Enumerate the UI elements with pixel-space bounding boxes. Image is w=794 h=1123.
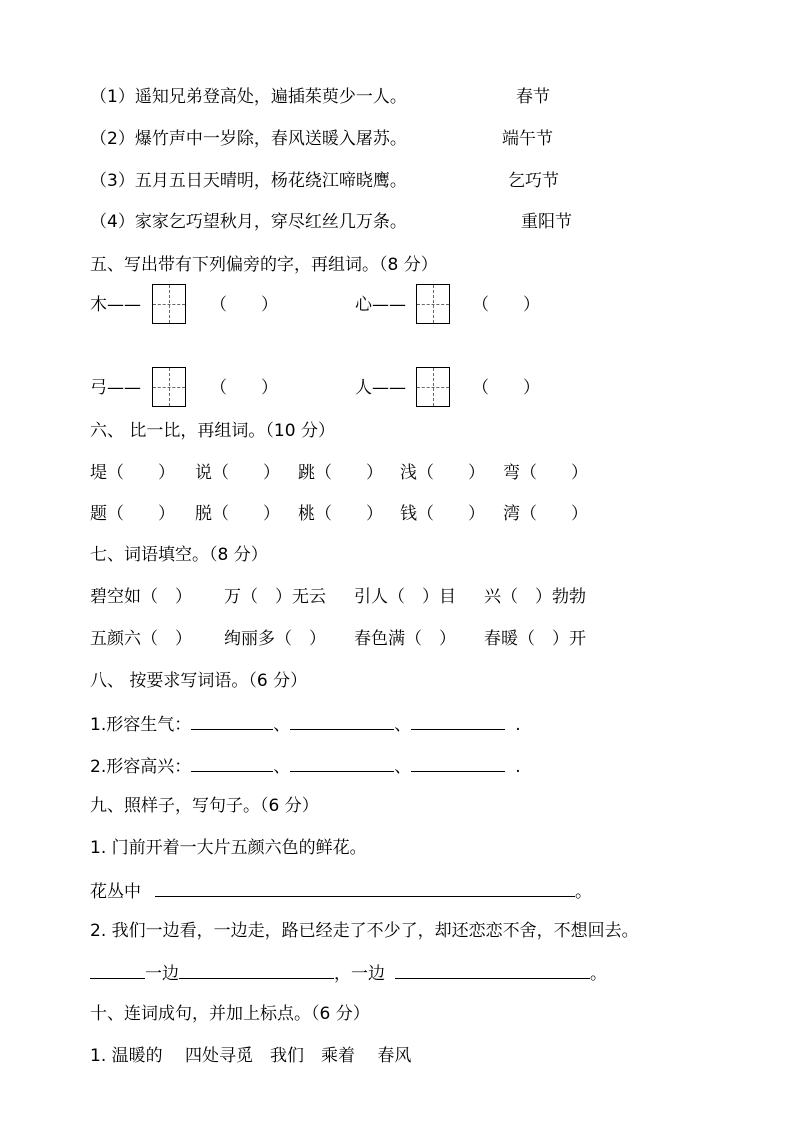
idiom-blank[interactable]: 春暖（ ）开: [484, 629, 586, 649]
writing-grid-box[interactable]: [416, 367, 450, 407]
idiom-blank[interactable]: 五颜六（ ）: [90, 629, 192, 649]
write-sentence-1: 花丛中 。: [90, 882, 592, 902]
word-row: 1.形容生气： 、 、 .: [90, 715, 521, 735]
answer-paren[interactable]: （ ）: [417, 463, 485, 483]
answer-paren[interactable]: （ ）: [210, 295, 278, 315]
festival-option: 重阳节: [521, 212, 572, 232]
answer-line[interactable]: [90, 962, 145, 979]
answer-paren[interactable]: （ ）: [472, 378, 540, 398]
answer-line[interactable]: [191, 755, 273, 772]
writing-grid-box[interactable]: [416, 284, 450, 324]
answer-paren[interactable]: （ ）: [472, 295, 540, 315]
poem-row-1: [90, 86, 407, 108]
compare-char: 弯（ ）: [503, 463, 588, 483]
poem-line: 五月五日天晴明，杨花绕江啼晓鹰。: [134, 171, 407, 191]
writing-grid-box[interactable]: [152, 367, 186, 407]
section-7-title: 七、词语填空。（8 分）: [90, 545, 268, 565]
radical-label: 木——: [90, 295, 141, 315]
word-prompt: 1.形容生气：: [90, 715, 192, 735]
write-sentence-2: 一边 ，一边 。: [90, 962, 607, 985]
poem-number: （3）: [90, 171, 135, 191]
poem-number: （2）: [90, 129, 135, 149]
answer-paren[interactable]: （ ）: [107, 504, 175, 524]
festival-option: 乞巧节: [508, 171, 559, 191]
example-sentence-1: 1. 门前开着一大片五颜六色的鲜花。: [90, 838, 367, 858]
compare-char: 脱（ ）: [195, 504, 280, 524]
compare-char: 说（ ）: [195, 463, 280, 483]
compare-char: 题（ ）: [90, 504, 175, 524]
word-prompt: 2.形容高兴：: [90, 757, 192, 777]
word-row: 2.形容高兴： 、 、 .: [90, 757, 521, 777]
poem-number: （4）: [90, 212, 135, 232]
compare-char: 跳（ ）: [298, 463, 383, 483]
answer-line[interactable]: [191, 713, 273, 730]
writing-grid-box[interactable]: [152, 284, 186, 324]
answer-paren[interactable]: （ ）: [520, 504, 588, 524]
radical-label: 人——: [355, 378, 406, 398]
sentence-start: 花丛中: [90, 882, 141, 902]
section-5-title: 五、写出带有下列偏旁的字，再组词。（8 分）: [90, 255, 438, 275]
answer-line[interactable]: [179, 962, 334, 979]
poem-row-2: [90, 128, 407, 150]
poem-number: （1）: [90, 87, 135, 107]
answer-paren[interactable]: （ ）: [315, 504, 383, 524]
answer-paren[interactable]: （ ）: [210, 378, 278, 398]
poem-line: 家家乞巧望秋月，穿尽红丝几万条。: [134, 212, 407, 232]
answer-paren[interactable]: （ ）: [315, 463, 383, 483]
radical-label: 弓——: [90, 378, 141, 398]
compare-char: 湾（ ）: [503, 504, 588, 524]
idiom-blank[interactable]: 春色满（ ）: [354, 629, 456, 649]
poem-line: 爆竹声中一岁除，春风送暖入屠苏。: [134, 129, 407, 149]
idiom-blank[interactable]: 万（ ）无云: [224, 587, 326, 607]
idiom-blank[interactable]: 引人（ ）目: [354, 587, 456, 607]
answer-paren[interactable]: （ ）: [417, 504, 485, 524]
compare-char: 钱（ ）: [400, 504, 485, 524]
section-6-title: 六、 比一比，再组词。（10 分）: [90, 421, 335, 441]
section-10-title: 十、连词成句，并加上标点。（6 分）: [90, 1004, 370, 1024]
answer-paren[interactable]: （ ）: [520, 463, 588, 483]
festival-option: 端午节: [502, 129, 553, 149]
radical-label: 心——: [355, 295, 406, 315]
answer-line[interactable]: [395, 962, 590, 979]
compare-char: 堤（ ）: [90, 463, 175, 483]
section-9-title: 九、照样子，写句子。（6 分）: [90, 796, 319, 816]
idiom-blank[interactable]: 绚丽多（ ）: [224, 629, 326, 649]
answer-paren[interactable]: （ ）: [212, 463, 280, 483]
answer-paren[interactable]: （ ）: [107, 463, 175, 483]
answer-line[interactable]: [155, 880, 575, 897]
idiom-blank[interactable]: 兴（ ）勃勃: [484, 587, 586, 607]
answer-line[interactable]: [290, 713, 394, 730]
answer-line[interactable]: [411, 755, 505, 772]
answer-paren[interactable]: （ ）: [212, 504, 280, 524]
idiom-blank[interactable]: 碧空如（ ）: [90, 587, 192, 607]
compare-char: 浅（ ）: [400, 463, 485, 483]
example-sentence-2: 2. 我们一边看，一边走，路已经走了不少了，却还恋恋不舍，不想回去。: [90, 921, 639, 941]
word-order-item: 1. 温暖的 四处寻觅 我们 乘着 春风: [90, 1046, 412, 1066]
poem-row-4: [90, 211, 407, 233]
festival-option: 春节: [516, 87, 550, 107]
compare-char: 桃（ ）: [298, 504, 383, 524]
answer-line[interactable]: [290, 755, 394, 772]
poem-line: 遥知兄弟登高处，遍插茱萸少一人。: [134, 87, 407, 107]
poem-row-3: [90, 170, 407, 192]
answer-line[interactable]: [411, 713, 505, 730]
section-8-title: 八、 按要求写词语。（6 分）: [90, 671, 308, 691]
